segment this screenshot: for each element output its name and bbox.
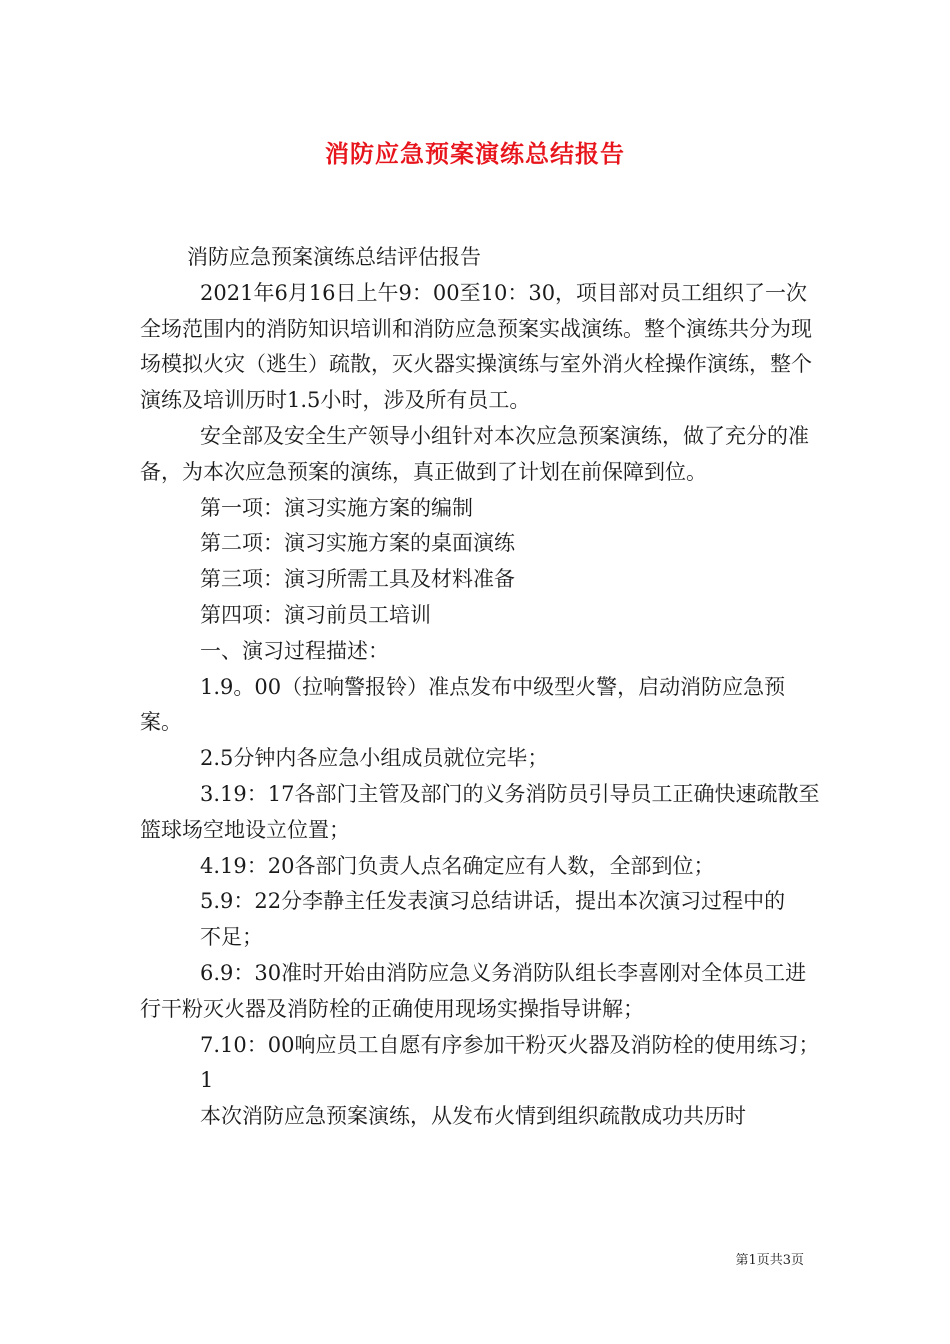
paragraph-intro: 2021年6月16日上午9：00至10：30，项目部对员工组织了一次全场范围内的消防知识培训和消防应急预案实战演练。整个演练共分为现场模拟火灾（逃生）疏散，灭火器实操演练与室外消火栓操作演练，整个演练及培训历时1.5小时，涉及所有员工。 xyxy=(140,280,812,413)
process-step-4: 4.19：20各部门负责人点名确定应有人数，全部到位； xyxy=(200,853,715,878)
item-one: 第一项：演习实施方案的编制 xyxy=(200,495,473,520)
process-step-3: 3.19：17各部门主管及部门的义务消防员引导员工正确快速疏散至篮球场空地设立位置； xyxy=(140,781,820,842)
process-step-7: 7.10：00响应员工自愿有序参加干粉灭火器及消防栓的使用练习； xyxy=(200,1032,820,1057)
document-body xyxy=(140,240,820,1135)
process-step-1: 1.9。00（拉响警报铃）准点发布中级型火警，启动消防应急预案。 xyxy=(140,674,786,735)
page-footer: 第1页共3页 xyxy=(735,1253,804,1268)
section-heading: 一、演习过程描述： xyxy=(200,638,389,663)
item-three: 第三项：演习所需工具及材料准备 xyxy=(200,567,515,592)
item-four: 第四项：演习前员工培训 xyxy=(200,602,431,627)
page-title: 消防应急预案演练总结报告 xyxy=(325,139,625,168)
paragraph-summary: 本次消防应急预案演练，从发布火情到组织疏散成功共历时 xyxy=(200,1104,746,1129)
process-step-5: 5.9：22分李静主任发表演习总结讲话，提出本次演习过程中的 xyxy=(200,889,786,914)
report-subtitle: 消防应急预案演练总结评估报告 xyxy=(187,245,481,269)
paragraph-preparation: 安全部及安全生产领导小组针对本次应急预案演练，做了充分的准备，为本次应急预案的演练，真正做到了计划在前保障到位。 xyxy=(140,423,809,484)
item-two: 第二项：演习实施方案的桌面演练 xyxy=(200,531,515,556)
inline-page-number: 1 xyxy=(200,1068,214,1093)
process-step-5-cont: 不足； xyxy=(200,925,263,950)
process-step-2: 2.5分钟内各应急小组成员就位完毕； xyxy=(200,746,549,771)
process-step-6: 6.9：30准时开始由消防应急义务消防队组长李喜刚对全体员工进行干粉灭火器及消防栓的正确使用现场实操指导讲解； xyxy=(140,960,807,1021)
